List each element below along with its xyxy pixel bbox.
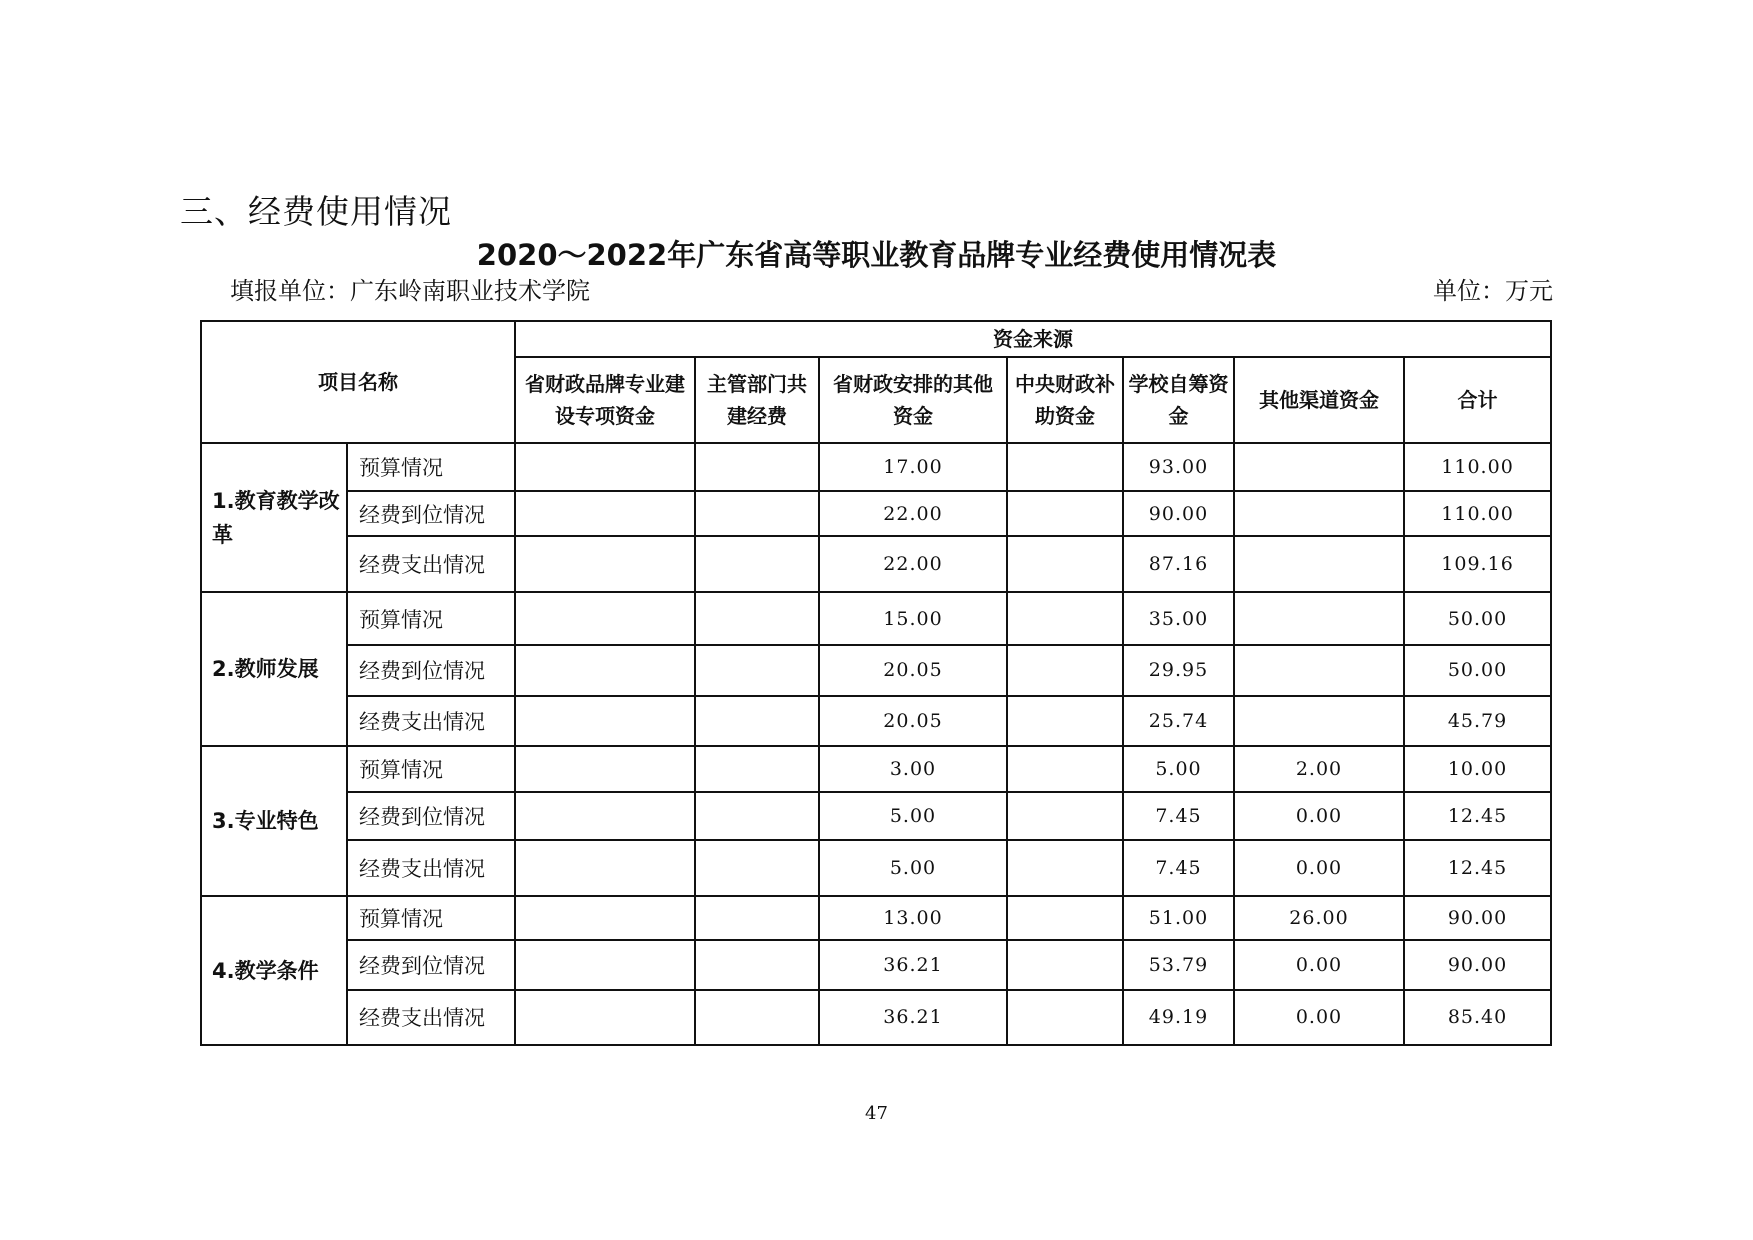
- value-cell-provincial-other: 13.00: [819, 896, 1007, 939]
- value-cell-other-channels: 0.00: [1234, 840, 1404, 896]
- value-cell-provincial-other: 3.00: [819, 746, 1007, 792]
- value-cell-school: 5.00: [1123, 746, 1234, 792]
- page-number: 47: [865, 1103, 888, 1124]
- value-cell-other-channels: 0.00: [1234, 990, 1404, 1045]
- value-cell-total: 45.79: [1404, 696, 1551, 746]
- value-cell-other-channels: [1234, 592, 1404, 644]
- value-cell-central: [1007, 990, 1123, 1045]
- value-cell-other-channels: 26.00: [1234, 896, 1404, 939]
- value-cell-central: [1007, 896, 1123, 939]
- value-cell-total: 12.45: [1404, 792, 1551, 840]
- stage-cell: 经费支出情况: [347, 696, 515, 746]
- value-cell-central: [1007, 940, 1123, 990]
- value-cell-provincial-brand: [515, 840, 695, 896]
- value-cell-department: [695, 896, 819, 939]
- stage-cell: 预算情况: [347, 896, 515, 939]
- value-cell-school: 29.95: [1123, 645, 1234, 696]
- stage-cell: 预算情况: [347, 746, 515, 792]
- value-cell-other-channels: [1234, 645, 1404, 696]
- value-cell-other-channels: [1234, 696, 1404, 746]
- funding-table: [200, 320, 1552, 1046]
- category-cell: 1.教育教学改革: [201, 443, 347, 592]
- value-cell-total: 12.45: [1404, 840, 1551, 896]
- value-cell-department: [695, 940, 819, 990]
- value-cell-provincial-other: 5.00: [819, 840, 1007, 896]
- value-cell-department: [695, 792, 819, 840]
- value-cell-provincial-brand: [515, 990, 695, 1045]
- value-cell-provincial-other: 22.00: [819, 536, 1007, 592]
- category-cell: 2.教师发展: [201, 592, 347, 745]
- value-cell-total: 90.00: [1404, 896, 1551, 939]
- currency-unit: 单位：万元: [1433, 277, 1553, 305]
- value-cell-department: [695, 645, 819, 696]
- table-row: [201, 896, 1551, 939]
- value-cell-provincial-other: 20.05: [819, 645, 1007, 696]
- table-row: [201, 990, 1551, 1045]
- reporting-unit: 填报单位：广东岭南职业技术学院: [230, 277, 590, 305]
- value-cell-total: 50.00: [1404, 645, 1551, 696]
- value-cell-other-channels: 0.00: [1234, 792, 1404, 840]
- value-cell-total: 110.00: [1404, 491, 1551, 536]
- table-row: [201, 696, 1551, 746]
- value-cell-other-channels: [1234, 443, 1404, 491]
- value-cell-provincial-brand: [515, 792, 695, 840]
- value-cell-central: [1007, 792, 1123, 840]
- stage-cell: 经费到位情况: [347, 940, 515, 990]
- table-body: [201, 443, 1551, 1045]
- header-project-name: 项目名称: [201, 321, 515, 443]
- table-title: 2020～2022年广东省高等职业教育品牌专业经费使用情况表: [476, 238, 1277, 272]
- table-row: [201, 491, 1551, 536]
- value-cell-school: 93.00: [1123, 443, 1234, 491]
- value-cell-central: [1007, 696, 1123, 746]
- table-row: [201, 592, 1551, 644]
- stage-cell: 预算情况: [347, 592, 515, 644]
- header-col-provincial-other: 省财政安排的其他资金: [819, 357, 1007, 443]
- category-cell: 3.专业特色: [201, 746, 347, 896]
- value-cell-central: [1007, 840, 1123, 896]
- header-col-department: 主管部门共建经费: [695, 357, 819, 443]
- stage-cell: 经费支出情况: [347, 536, 515, 592]
- value-cell-school: 51.00: [1123, 896, 1234, 939]
- value-cell-provincial-brand: [515, 536, 695, 592]
- value-cell-provincial-other: 36.21: [819, 990, 1007, 1045]
- value-cell-provincial-brand: [515, 645, 695, 696]
- header-col-school: 学校自筹资金: [1123, 357, 1234, 443]
- value-cell-central: [1007, 592, 1123, 644]
- value-cell-school: 7.45: [1123, 840, 1234, 896]
- value-cell-central: [1007, 443, 1123, 491]
- value-cell-total: 50.00: [1404, 592, 1551, 644]
- table-row: [201, 746, 1551, 792]
- value-cell-total: 109.16: [1404, 536, 1551, 592]
- value-cell-central: [1007, 491, 1123, 536]
- value-cell-provincial-brand: [515, 491, 695, 536]
- value-cell-central: [1007, 746, 1123, 792]
- stage-cell: 经费到位情况: [347, 491, 515, 536]
- table-row: [201, 792, 1551, 840]
- category-cell: 4.教学条件: [201, 896, 347, 1045]
- header-fund-source: 资金来源: [515, 321, 1551, 357]
- value-cell-school: 49.19: [1123, 990, 1234, 1045]
- value-cell-department: [695, 592, 819, 644]
- value-cell-school: 25.74: [1123, 696, 1234, 746]
- value-cell-department: [695, 536, 819, 592]
- value-cell-provincial-other: 20.05: [819, 696, 1007, 746]
- value-cell-department: [695, 746, 819, 792]
- value-cell-total: 110.00: [1404, 443, 1551, 491]
- value-cell-central: [1007, 645, 1123, 696]
- value-cell-other-channels: [1234, 491, 1404, 536]
- value-cell-provincial-brand: [515, 443, 695, 491]
- header-col-central: 中央财政补助资金: [1007, 357, 1123, 443]
- value-cell-school: 35.00: [1123, 592, 1234, 644]
- value-cell-total: 90.00: [1404, 940, 1551, 990]
- value-cell-school: 53.79: [1123, 940, 1234, 990]
- value-cell-other-channels: 0.00: [1234, 940, 1404, 990]
- value-cell-total: 10.00: [1404, 746, 1551, 792]
- value-cell-department: [695, 443, 819, 491]
- stage-cell: 经费支出情况: [347, 840, 515, 896]
- table-row: [201, 840, 1551, 896]
- table-row: [201, 443, 1551, 491]
- value-cell-provincial-brand: [515, 940, 695, 990]
- value-cell-department: [695, 491, 819, 536]
- value-cell-department: [695, 696, 819, 746]
- value-cell-total: 85.40: [1404, 990, 1551, 1045]
- value-cell-department: [695, 840, 819, 896]
- header-col-total: 合计: [1404, 357, 1551, 443]
- table-row: [201, 645, 1551, 696]
- stage-cell: 经费支出情况: [347, 990, 515, 1045]
- section-heading: 三、经费使用情况: [180, 192, 452, 231]
- value-cell-provincial-brand: [515, 896, 695, 939]
- value-cell-school: 87.16: [1123, 536, 1234, 592]
- header-col-provincial-brand: 省财政品牌专业建设专项资金: [515, 357, 695, 443]
- value-cell-provincial-brand: [515, 696, 695, 746]
- value-cell-provincial-other: 17.00: [819, 443, 1007, 491]
- value-cell-provincial-brand: [515, 746, 695, 792]
- value-cell-central: [1007, 536, 1123, 592]
- value-cell-school: 90.00: [1123, 491, 1234, 536]
- value-cell-other-channels: 2.00: [1234, 746, 1404, 792]
- value-cell-provincial-other: 15.00: [819, 592, 1007, 644]
- stage-cell: 经费到位情况: [347, 792, 515, 840]
- stage-cell: 预算情况: [347, 443, 515, 491]
- header-col-other-channels: 其他渠道资金: [1234, 357, 1404, 443]
- value-cell-department: [695, 990, 819, 1045]
- table-row: [201, 940, 1551, 990]
- value-cell-provincial-other: 22.00: [819, 491, 1007, 536]
- value-cell-provincial-brand: [515, 592, 695, 644]
- value-cell-other-channels: [1234, 536, 1404, 592]
- value-cell-provincial-other: 36.21: [819, 940, 1007, 990]
- table-row: [201, 536, 1551, 592]
- value-cell-provincial-other: 5.00: [819, 792, 1007, 840]
- value-cell-school: 7.45: [1123, 792, 1234, 840]
- stage-cell: 经费到位情况: [347, 645, 515, 696]
